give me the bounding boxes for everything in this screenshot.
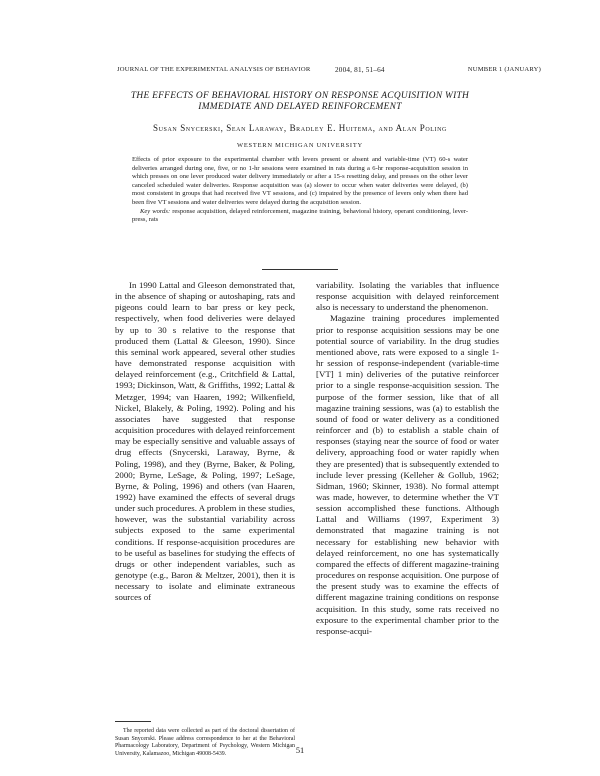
article-title: THE EFFECTS OF BEHAVIORAL HISTORY ON RESPONSE ACQUISITION WITH IMMEDIATE AND DELAYED REINFORCEMENT [130,91,470,112]
section-divider [262,269,338,270]
abstract [132,156,468,225]
issue-number: NUMBER 1 (JANUARY) [467,66,541,73]
abstract-text: Effects of prior exposure to the experimental chamber with levers present or absent and variable-time (VT) 60-s water deliveries arranged during one, five, or no 1-hr sessions were examined in rats during a 6-hr response-acquisition session in which presses on one lever produced water delivery immediately or after a 15-s resetting delay, and presses on the other lever canceled scheduled water deliveries. Response acquisition was (a) slower to occur when water deliveries were delayed, (b) most consistent in groups that had received five VT sessions, and (c) impaired by the presence of levers only when there had been five VT sessions and water deliveries were delayed during the acquisition session. [132,156,468,206]
keywords-label: Key words: [140,207,171,215]
page-number: 51 [295,746,305,755]
footnote [115,728,295,758]
footnote-text: The reported data were collected as part of the doctoral dissertation of Susan Snycerski. Please address correspondence to her at the Behavioral Pharmacology Laboratory, Department of Psychology, Western Michigan University, Kalamazoo, Michigan 49008-5439. [115,728,295,757]
affiliation: WESTERN MICHIGAN UNIVERSITY [237,142,363,149]
author-list: Susan Snycerski, Sean Laraway, Bradley E. Huitema, and Alan Poling [153,123,447,133]
body-column-left [115,280,295,720]
body-column-right [316,280,499,735]
body-paragraph: In 1990 Lattal and Gleeson demonstrated that, in the absence of shaping or autoshaping, rats and pigeons could learn to bar press or key peck, respectively, when food deliveries were delayed by up to 30 s relative to the response that produced them (Lattal & Gleeson, 1990). Since this seminal work appeared, several other studies have demonstrated response acquisition with delayed reinforcement (e.g., Critchfield & Lattal, 1993; Dickinson, Watt, & Griffiths, 1992; Lattal & Metzger, 1994; van Haaren, 1992; Wilkenfield, Nickel, Blakely, & Poling, 1992). Poling and his associates have suggested that response acquisition procedures with delayed reinforcement may be especially sensitive and valuable assays of drug effects (Snycerski, Laraway, Byrne, & Poling, 1998), and they (Byrne, Baker, & Poling, 2000; Byrne, LeSage, & Poling, 1997; LeSage, Byrne, & Poling, 1996) and others (van Haaren, 1992) have examined the effects of several drugs under such procedures. A problem in these studies, however, was the substantial variability across subjects exposed to the same experimental conditions. If response-acquisition procedures are to be useful as baselines for studying the effects of drugs or other independent variables, such as genotype (e.g., Baron & Meltzer, 2001), then it is necessary to isolate and eliminate extraneous sources of [115,280,295,603]
citation-info: 2004, 81, 51–64 [335,66,385,74]
footnote-rule [115,721,151,722]
keywords [132,208,468,225]
body-paragraph: Magazine training procedures implemented prior to response acquisition sessions may be one potential source of variability. In the drug studies mentioned above, rats were exposed to a single 1-hr session of response-independent (variable-time [VT] 1 min) deliveries of the putative reinforcer prior to a single response-acquisition session. The purpose of the former session, like that of all magazine training sessions, was (a) to establish the sound of food or water delivery as a conditioned reinforcer and (b) to establish a stable chain of responses (staying near the source of food or water delivery, approaching food or water rapidly when they are presented) that is subsequently extended to include lever pressing (Kelleher & Gollub, 1962; Sidman, 1960; Skinner, 1938). No formal attempt was made, however, to determine whether the VT session accomplished these functions. Although Lattal and Williams (1997, Experiment 3) demonstrated that magazine training is not necessary for establishing new behavior with delayed reinforcement, no one has systematically compared the effects of different magazine-training procedures on response acquisition. One purpose of the present study was to examine the effects of different magazine training conditions on response acquisition. In this study, some rats received no exposure to the experimental chamber prior to the response-acqui- [316,313,499,636]
body-paragraph: variability. Isolating the variables that influence response acquisition with delayed reinforcement also is necessary to understand the phenomenon. [316,280,499,313]
keywords-list: response acquisition, delayed reinforcement, magazine training, behavioral history, operant conditioning, lever-press, rats [132,207,469,224]
journal-name: JOURNAL OF THE EXPERIMENTAL ANALYSIS OF BEHAVIOR [117,66,311,73]
